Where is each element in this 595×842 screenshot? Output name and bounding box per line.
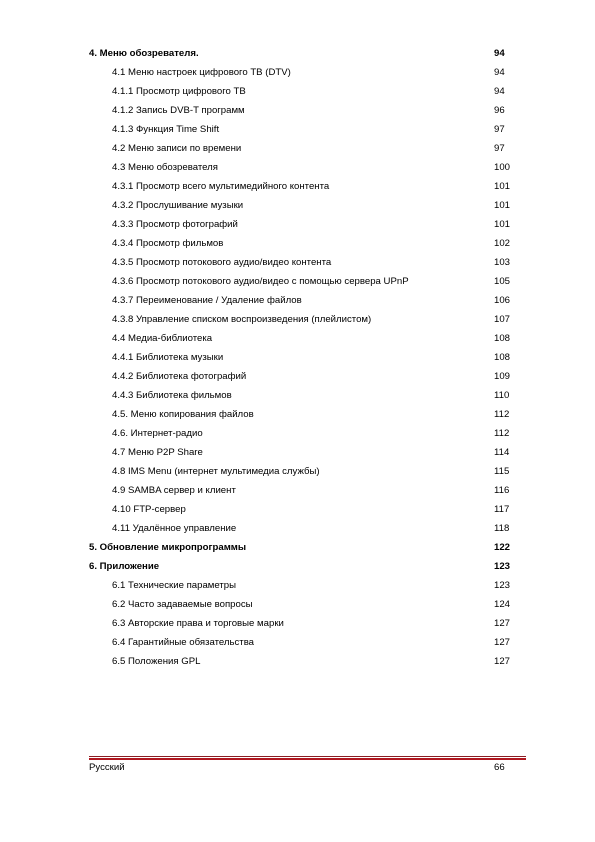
toc-entry-page: 124	[494, 599, 511, 610]
toc-entry-page: 118	[494, 523, 510, 534]
toc-entry-title: 4.3.6 Просмотр потокового аудио/видео с помощью сервера UPnP	[112, 276, 409, 287]
toc-entry-page: 127	[494, 618, 511, 629]
toc-entry-title: 6.3 Авторские права и торговые марки	[112, 618, 284, 629]
footer-rule-thick-line	[89, 758, 526, 760]
toc-entry[interactable]	[0, 329, 595, 348]
toc-entry-page: 127	[494, 656, 511, 667]
toc-entry-title: 4.9 SAMBA сервер и клиент	[112, 485, 236, 496]
toc-entry-page: 103	[494, 257, 511, 268]
toc-entry-title: 4.3.5 Просмотр потокового аудио/видео контента	[112, 257, 332, 268]
toc-entry-page: 114	[494, 447, 510, 458]
toc-entry-title: 4.3.1 Просмотр всего мультимедийного контента	[112, 181, 330, 192]
footer-rule-thin-line	[89, 756, 526, 757]
toc-entry-title: 4.8 IMS Menu (интернет мультимедиа службы)	[112, 466, 320, 477]
toc-entry-title: 6.5 Положения GPL	[112, 656, 201, 667]
toc-entry[interactable]	[0, 234, 595, 253]
toc-entry-title: 6.1 Технические параметры	[112, 580, 237, 591]
toc-entry-title: 4.3 Меню обозревателя	[112, 162, 218, 173]
toc-entry[interactable]	[0, 63, 595, 82]
toc-entry-title: 4.2 Меню записи по времени	[112, 143, 242, 154]
toc-entry-page: 127	[494, 637, 511, 648]
footer-rule	[89, 756, 526, 760]
toc-entry-page: 97	[494, 124, 505, 135]
toc-entry-title: 4.7 Меню P2P Share	[112, 447, 203, 458]
toc-entry-page: 108	[494, 333, 511, 344]
toc-entry-title: 4.1 Меню настроек цифрового ТВ (DTV)	[112, 67, 291, 78]
toc-entry[interactable]	[0, 310, 595, 329]
toc-entry[interactable]	[0, 291, 595, 310]
toc-entry[interactable]	[0, 177, 595, 196]
toc-entry-title: 4.1.2 Запись DVB-T программ	[112, 105, 245, 116]
toc-entry-title: 6.2 Часто задаваемые вопросы	[112, 599, 253, 610]
toc-entry-title: 6. Приложение	[89, 561, 160, 572]
toc-entry[interactable]	[0, 120, 595, 139]
toc-entry-page: 102	[494, 238, 511, 249]
toc-entry[interactable]	[0, 424, 595, 443]
toc-entry[interactable]	[0, 633, 595, 652]
toc-entry[interactable]	[0, 576, 595, 595]
toc-entry[interactable]	[0, 652, 595, 671]
toc-entry-title: 4.6. Интернет-радио	[112, 428, 203, 439]
toc-entry[interactable]	[0, 614, 595, 633]
toc-entry[interactable]	[0, 139, 595, 158]
toc-entry-title: 4.4.1 Библиотека музыки	[112, 352, 224, 363]
toc-entry-page: 101	[494, 219, 511, 230]
toc-entry-page: 101	[494, 181, 511, 192]
toc-entry-page: 108	[494, 352, 511, 363]
toc-entry-title: 4.3.4 Просмотр фильмов	[112, 238, 224, 249]
toc-entry-title: 4.4.2 Библиотека фотографий	[112, 371, 247, 382]
toc-entry-page: 112	[494, 409, 510, 420]
toc-entry-page: 123	[494, 580, 511, 591]
table-of-contents	[0, 44, 595, 671]
toc-chapter-entry[interactable]	[0, 44, 595, 63]
toc-entry[interactable]	[0, 348, 595, 367]
toc-entry-title: 4.4.3 Библиотека фильмов	[112, 390, 232, 401]
toc-entry[interactable]	[0, 595, 595, 614]
toc-entry[interactable]	[0, 196, 595, 215]
toc-entry-page: 112	[494, 428, 510, 439]
toc-entry-title: 4. Меню обозревателя.	[89, 48, 199, 59]
toc-entry-page: 107	[494, 314, 511, 325]
toc-entry-title: 4.1.1 Просмотр цифрового ТВ	[112, 86, 246, 97]
toc-entry-page: 109	[494, 371, 511, 382]
toc-entry[interactable]	[0, 500, 595, 519]
toc-entry[interactable]	[0, 481, 595, 500]
toc-entry[interactable]	[0, 253, 595, 272]
toc-entry-page: 94	[494, 48, 505, 59]
toc-entry-title: 4.4 Медиа-библиотека	[112, 333, 213, 344]
toc-entry[interactable]	[0, 158, 595, 177]
toc-entry-page: 110	[494, 390, 510, 401]
toc-entry-page: 94	[494, 67, 505, 78]
footer-language: Русский	[89, 762, 125, 773]
toc-entry[interactable]	[0, 462, 595, 481]
toc-entry-title: 6.4 Гарантийные обязательства	[112, 637, 255, 648]
toc-entry-page: 97	[494, 143, 505, 154]
toc-entry[interactable]	[0, 443, 595, 462]
toc-entry[interactable]	[0, 367, 595, 386]
toc-chapter-entry[interactable]	[0, 557, 595, 576]
toc-entry-page: 100	[494, 162, 511, 173]
toc-entry-page: 105	[494, 276, 511, 287]
toc-entry[interactable]	[0, 386, 595, 405]
toc-entry-title: 4.1.3 Функция Time Shift	[112, 124, 220, 135]
toc-entry-page: 94	[494, 86, 505, 97]
toc-entry-page: 123	[494, 561, 511, 572]
toc-entry[interactable]	[0, 519, 595, 538]
toc-entry[interactable]	[0, 215, 595, 234]
footer-page-number: 66	[494, 762, 505, 773]
toc-entry[interactable]	[0, 272, 595, 291]
toc-entry-title: 4.11 Удалённое управление	[112, 523, 237, 534]
toc-entry-page: 116	[494, 485, 510, 496]
toc-entry-page: 101	[494, 200, 511, 211]
toc-entry-page: 106	[494, 295, 511, 306]
toc-entry-page: 96	[494, 105, 505, 116]
toc-entry-title: 4.3.2 Прослушивание музыки	[112, 200, 244, 211]
toc-entry[interactable]	[0, 405, 595, 424]
toc-entry-title: 4.3.8 Управление списком воспроизведения (плейлистом)	[112, 314, 372, 325]
toc-entry-title: 4.3.7 Переименование / Удаление файлов	[112, 295, 302, 306]
toc-entry-title: 4.5. Меню копирования файлов	[112, 409, 254, 420]
toc-entry-title: 4.3.3 Просмотр фотографий	[112, 219, 238, 230]
toc-entry-page: 115	[494, 466, 510, 477]
toc-entry-page: 117	[494, 504, 510, 515]
toc-entry-title: 5. Обновление микропрограммы	[89, 542, 247, 553]
toc-chapter-entry[interactable]	[0, 538, 595, 557]
toc-entry-page: 122	[494, 542, 511, 553]
toc-entry[interactable]	[0, 101, 595, 120]
toc-entry[interactable]	[0, 82, 595, 101]
toc-entry-title: 4.10 FTP-сервер	[112, 504, 186, 515]
